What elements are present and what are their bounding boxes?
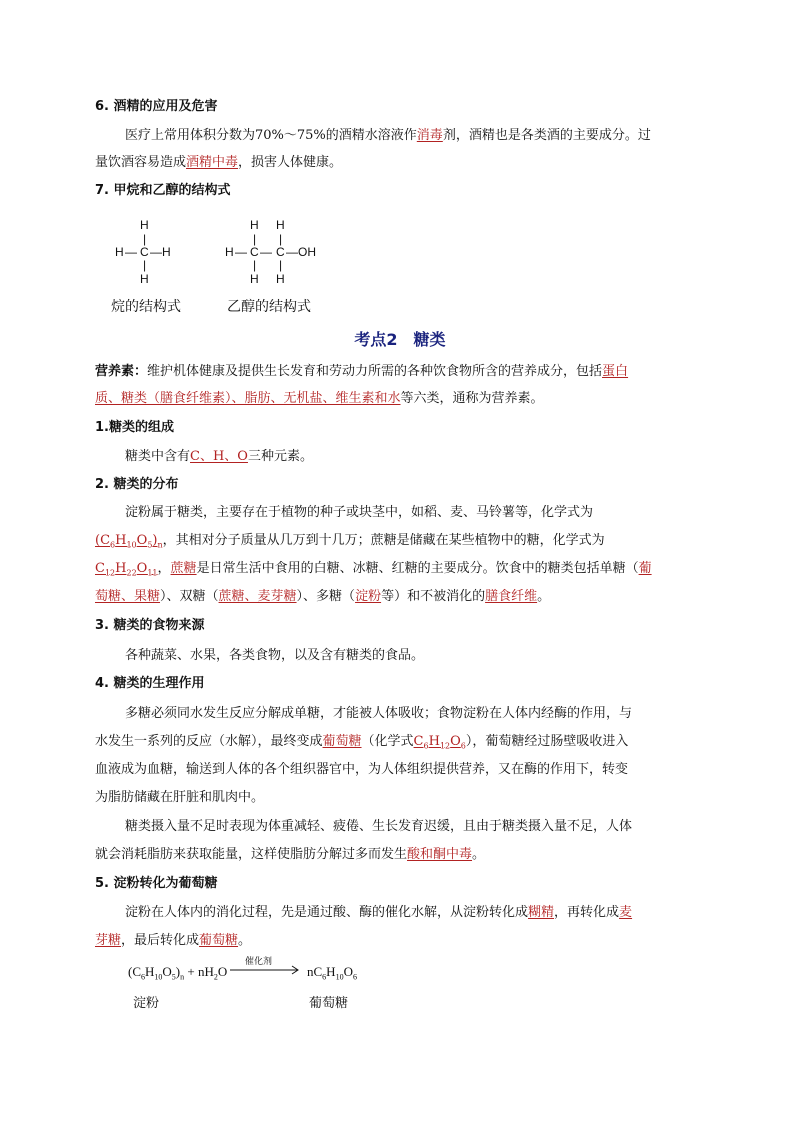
topic-2-line1: 淀粉属于糖类，主要存在于植物的种子或块茎中，如稻、麦、马铃薯等，化学式为 (125, 505, 594, 520)
topic-4-line1: 多糖必须同水发生反应分解成单糖，才能被人体吸收；食物淀粉在人体内经酶的作用，与 (125, 706, 633, 721)
topic-4-line5: 糖类摄入量不足时表现为体重减轻、疲倦、生长发育迟缓，且由于糖类摄入量不足，人体 (125, 819, 633, 834)
topic-4-line6: 就会消耗脂肪来获取能量，这样使脂肪分解过多而发生酸和酮中毒。 (95, 847, 486, 862)
topic-4-line3: 血液成为血糖，输送到人体的各个组织器官中，为人体组织提供营养，又在酶的作用下，转变 (95, 762, 629, 777)
section-7-heading: 7. 甲烷和乙醇的结构式 (95, 183, 231, 198)
glucose-formula: $C_6H_{12}O_6$ (413, 734, 466, 751)
equation-label-glucose: 葡萄糖 (309, 996, 349, 1011)
topic-5-heading: 5. 淀粉转化为葡萄糖 (95, 876, 218, 891)
topic-5-line1: 淀粉在人体内的消化过程，先是通过酸、酶的催化水解，从淀粉转化成糊精，再转化成麦 (125, 905, 633, 920)
topic-1-heading: 1.糖类的组成 (95, 420, 174, 435)
equation-products: $nC_6H_{10}O_6$ (307, 964, 357, 982)
methane-caption: 烷的结构式 (111, 299, 181, 315)
equation-reactants: $(C_6H_{10}O_5)_n + nH_2O$ (128, 964, 228, 982)
nutrients-line2: 质、糖类（膳食纤维素）、脂肪、无机盐、维生素和水等六类，通称为营养素。 (95, 391, 544, 406)
section-6-para-line1: 医疗上常用体积分数为70%～75%的酒精水溶液作消毒剂，酒精也是各类酒的主要成分。过 (125, 128, 651, 143)
topic-4-heading: 4. 糖类的生理作用 (95, 676, 205, 691)
topic-4-line4: 为脂肪储藏在肝脏和肌肉中。 (95, 790, 265, 805)
topic-2-line3: $C_{12}H_{22}O_{11}$，蔗糖是日常生活中食用的白糖、冰糖、红糖的主要成分。饮食中的糖类包括单糖（葡 (95, 561, 652, 578)
reaction-arrow-icon (230, 965, 302, 975)
equation-label-starch: 淀粉 (133, 996, 160, 1011)
topic-4-line2: 水发生一系列的反应（水解），最终变成葡萄糖（化学式$C_6H_{12}O_6$），葡萄糖经过肠壁吸收进入 (95, 734, 629, 751)
topic-2-line2: $(C_6H_{10}O_5)_n$，其相对分子质量从几万到十几万；蔗糖是储藏在某些植物中的糖，化学式为 (95, 533, 605, 550)
section-title: 考点2 糖类 (354, 330, 446, 349)
nutrients-line1: 营养素：维护机体健康及提供生长发育和劳动力所需的各种饮食物所含的营养成分，包括蛋白 (95, 364, 629, 379)
topic-3-text: 各种蔬菜、水果，各类食物，以及含有糖类的食品。 (125, 648, 425, 663)
sucrose-formula: $C_{12}H_{22}O_{11}$ (95, 561, 158, 578)
starch-formula: $(C_6H_{10}O_5)_n$ (95, 533, 163, 550)
equation-catalyst: 催化剂 (245, 956, 273, 966)
ethanol-caption: 乙醇的结构式 (227, 299, 311, 315)
topic-2-line4: 萄糖、果糖）、双糖（蔗糖、麦芽糖）、多糖（淀粉等）和不被消化的膳食纤维。 (95, 589, 551, 604)
topic-1-text: 糖类中含有C、H、O三种元素。 (125, 449, 313, 464)
topic-2-heading: 2. 糖类的分布 (95, 477, 179, 492)
section-6-heading: 6. 酒精的应用及危害 (95, 99, 218, 114)
section-6-para-line2: 量饮酒容易造成酒精中毒，损害人体健康。 (95, 155, 343, 170)
topic-3-heading: 3. 糖类的食物来源 (95, 618, 205, 633)
topic-5-line2: 芽糖，最后转化成葡萄糖。 (95, 933, 252, 948)
